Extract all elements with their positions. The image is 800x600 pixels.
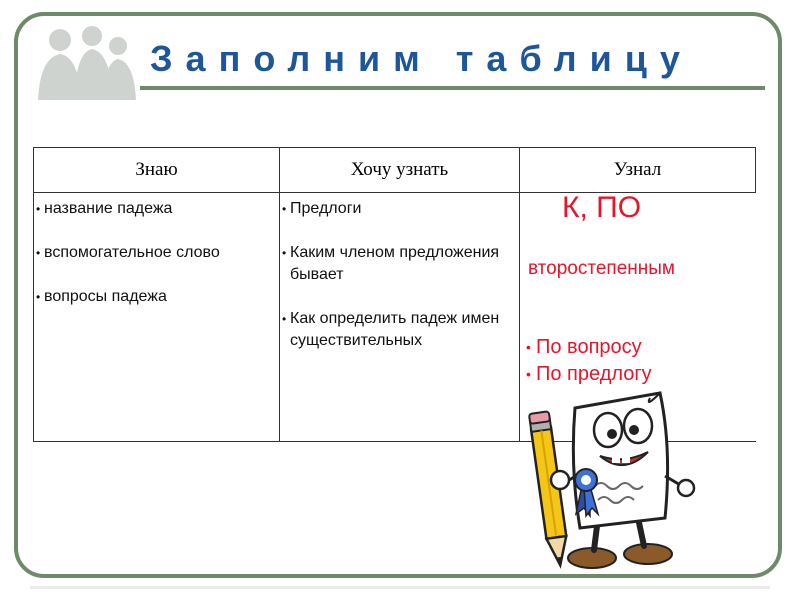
list-item: • По вопросу <box>526 334 766 361</box>
learned-prepositions: К, ПО <box>562 191 642 224</box>
list-item: • Каким членом предложения бывает <box>282 242 513 286</box>
want-list <box>280 193 519 352</box>
list-item: • Предлоги <box>282 198 513 220</box>
list-item: • вспомогательное слово <box>36 242 273 264</box>
footer-strip <box>30 586 770 589</box>
header-learned: Узнал <box>520 148 756 193</box>
header-want: Хочу узнать <box>280 148 520 193</box>
want-cell <box>280 193 520 442</box>
header-know: Знаю <box>34 148 280 193</box>
table-header-row <box>34 148 756 193</box>
know-cell <box>34 193 280 442</box>
people-silhouette-logo <box>30 20 140 100</box>
learned-sentence-member: второстепенным <box>528 258 675 279</box>
list-item: • вопросы падежа <box>36 286 273 308</box>
list-item: • По предлогу <box>526 361 766 388</box>
list-item: • название падежа <box>36 198 273 220</box>
cartoon-document-with-pencil <box>520 368 705 573</box>
know-list <box>34 193 279 308</box>
title-underline <box>140 86 765 90</box>
list-item: • Как определить падеж имен существительных <box>282 308 513 352</box>
slide-title: Заполним таблицу <box>150 38 693 79</box>
